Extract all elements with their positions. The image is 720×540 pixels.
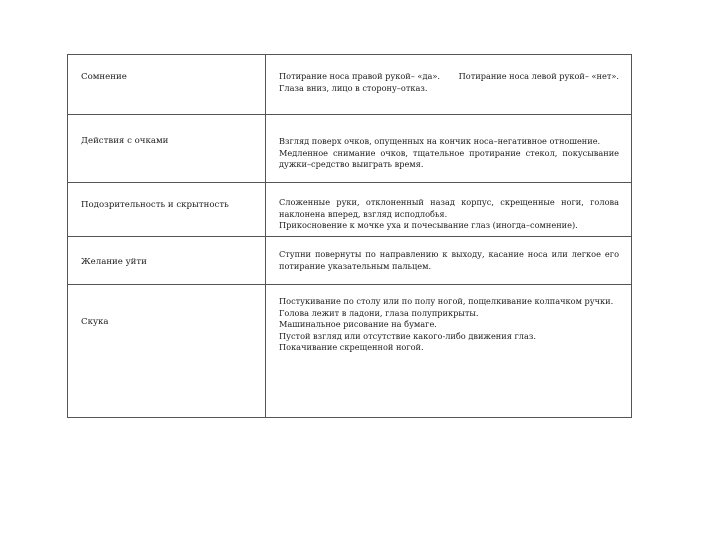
table-row <box>68 237 631 285</box>
description-line: Сложенные руки, отклоненный назад корпус, скрещенные ноги, голова наклонена вперед, взгляд исподлобья. <box>279 197 619 219</box>
row-label: Подозрительность и скрытность <box>81 200 229 210</box>
table-row <box>68 115 631 183</box>
description-line: Пустой взгляд или отсутствие какого-либо движения глаз. <box>279 330 536 341</box>
row-label: Желание уйти <box>81 257 147 267</box>
gestures-table <box>67 54 632 418</box>
description-line: Машинальное рисование на бумаге. <box>279 319 437 329</box>
row-label: Действия с очками <box>81 136 169 146</box>
description-part-c: Глаза вниз, лицо в сторону–отказ. <box>279 82 428 93</box>
description-line: Ступни повернуты по направлению к выходу, касание носа или легкое его потирание указательным пальцем. <box>279 249 619 271</box>
table-row <box>68 55 631 115</box>
description-line: Голова лежит в ладони, глаза полуприкрыты. <box>279 307 479 318</box>
description-line: Постукивание по столу или по полу ногой, пощелкивание колпачком ручки. <box>279 296 614 306</box>
description-line: Медленное снимание очков, тщательное протирание стекол, покусывание дужки–средство выиграть время. <box>279 147 619 169</box>
row-label: Скука <box>81 317 109 327</box>
row-description <box>279 249 619 272</box>
description-line: Взгляд поверх очков, опущенных на кончик носа–негативное отношение. <box>279 136 601 146</box>
table-row <box>68 183 631 237</box>
row-description <box>279 197 619 232</box>
description-part-b: Потирание носа левой рукой– «нет». <box>458 71 619 81</box>
row-description <box>279 296 619 354</box>
row-description <box>279 136 619 171</box>
table-row <box>68 285 631 419</box>
description-line: Прикосновение к мочке уха и почесывание глаз (иногда–сомнение). <box>279 220 578 230</box>
description-part-a: Потирание носа правой рукой– «да». <box>279 71 440 81</box>
row-label: Сомнение <box>81 72 127 82</box>
description-line: Покачивание скрещенной ногой. <box>279 342 424 352</box>
row-description <box>279 71 619 94</box>
